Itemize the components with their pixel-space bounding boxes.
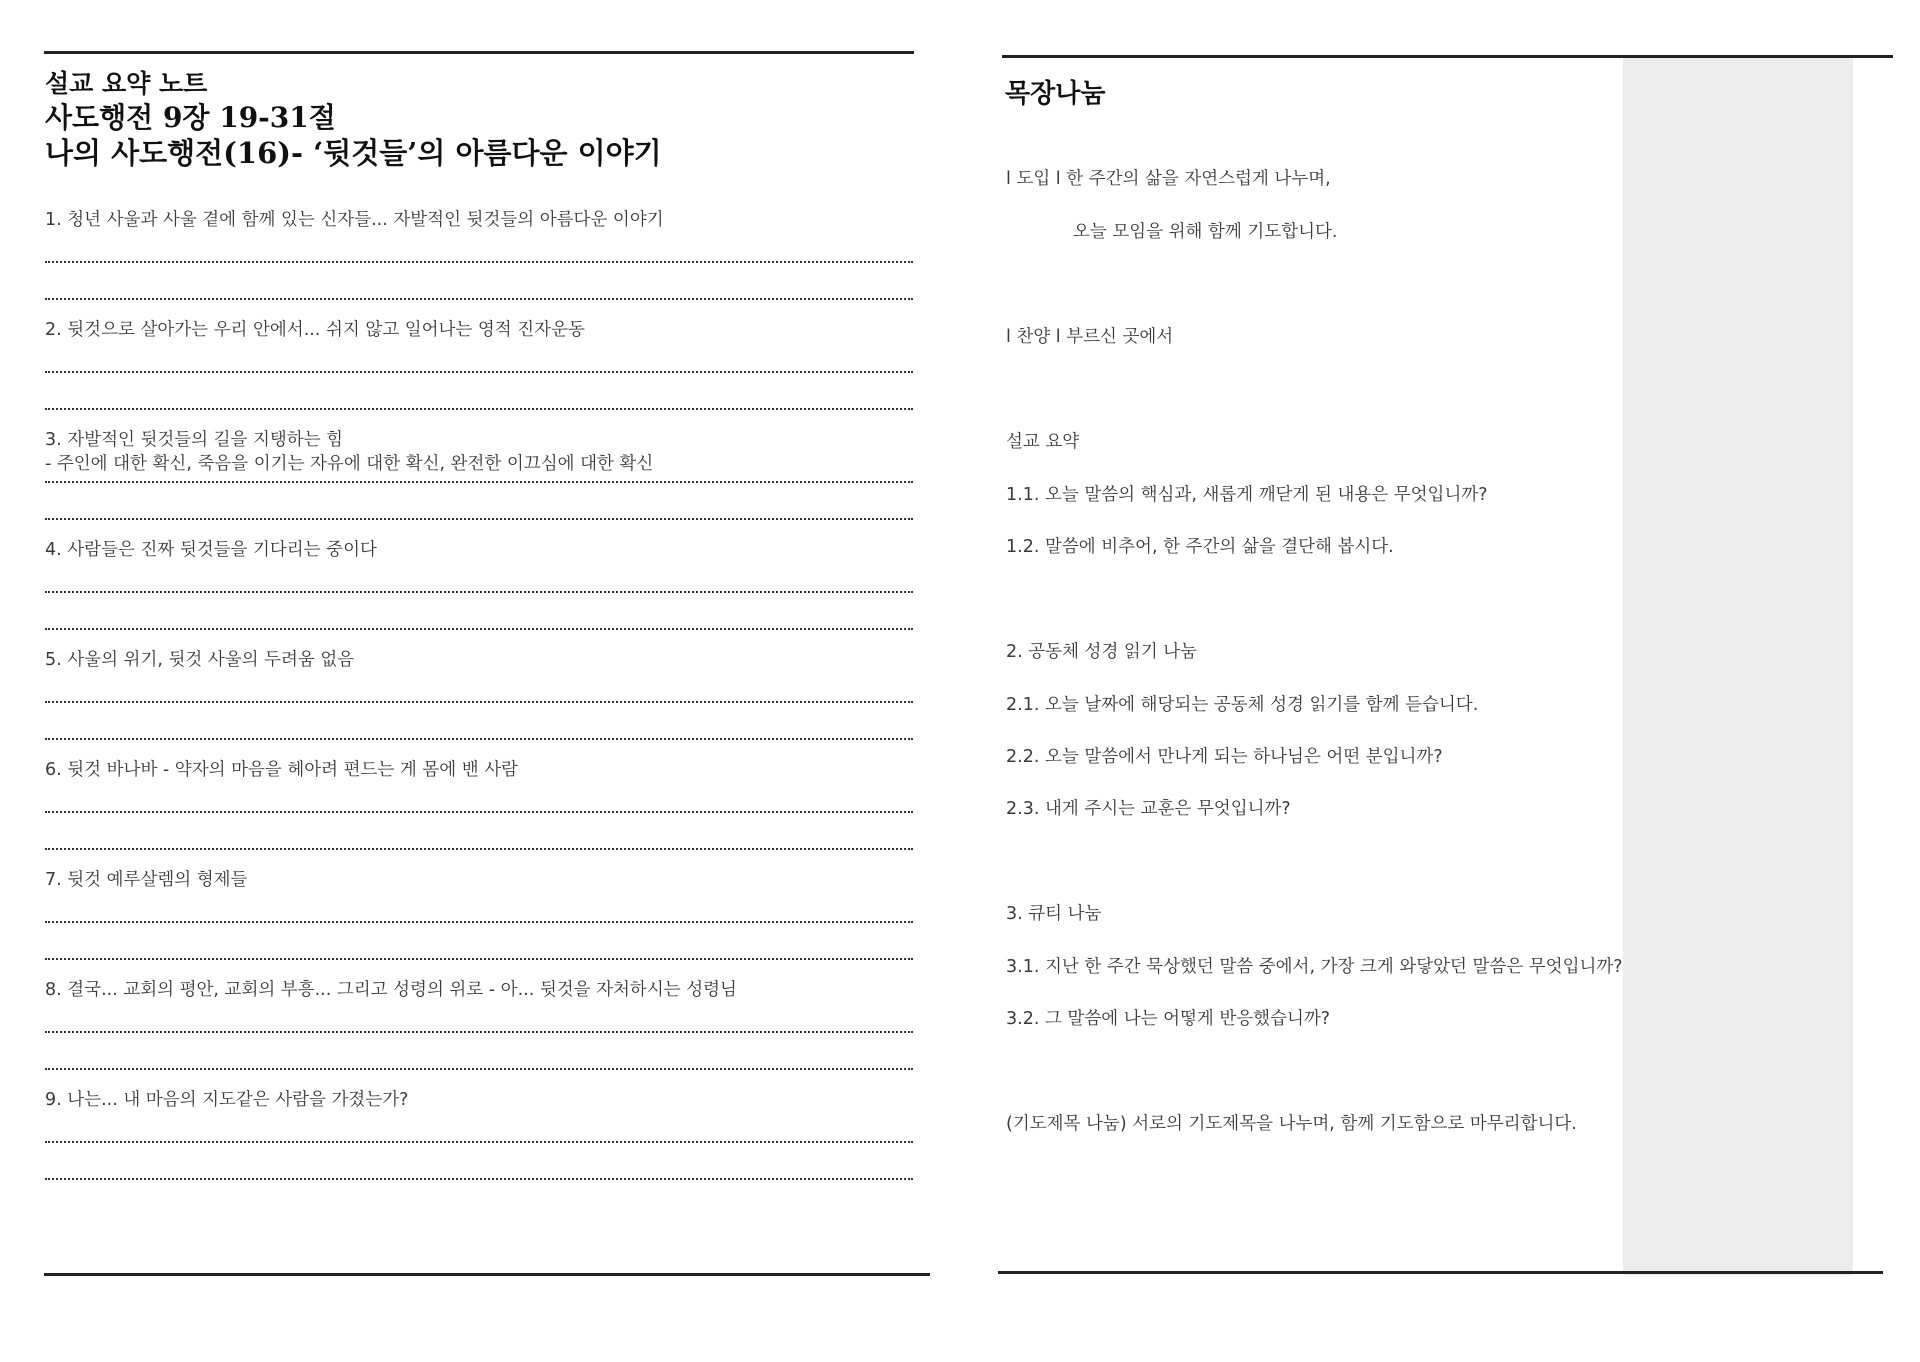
note-line[interactable] [45,518,913,520]
intro-label: l 도입 l 한 주간의 삶을 자연스럽게 나누며, [1006,169,1331,189]
note-line[interactable] [45,701,913,703]
notes-margin-panel [1623,58,1853,1275]
notes-title: 설교 요약 노트 [45,69,208,98]
outline-item-text: 9. 나는... 내 마음의 지도같은 사람을 가졌는가? [45,1090,409,1110]
note-line[interactable] [45,481,913,483]
outline-item-text: 7. 뒷것 예루살렘의 형제들 [45,870,248,890]
question-1-1: 1.1. 오늘 말씀의 핵심과, 새롭게 깨닫게 된 내용은 무엇입니까? [1006,485,1488,505]
outline-item [45,538,915,648]
note-line[interactable] [45,1031,913,1033]
outline-item-text: 3. 자발적인 뒷것들의 길을 지탱하는 힘 - 주인에 대한 확신, 죽음을 이기는 자유에 대한 확신, 완전한 이끄심에 대한 확신 [45,430,654,474]
note-line[interactable] [45,628,913,630]
section-3-heading: 3. 큐티 나눔 [1006,904,1102,924]
question-2-2: 2.2. 오늘 말씀에서 만나게 되는 하나님은 어떤 분입니까? [1006,747,1443,767]
note-line[interactable] [45,811,913,813]
note-line[interactable] [45,921,913,923]
bottom-rule [44,1273,930,1276]
note-line[interactable] [45,298,913,300]
note-line[interactable] [45,738,913,740]
outline-item [45,318,915,428]
outline-item-text: 2. 뒷것으로 살아가는 우리 안에서... 쉬지 않고 일어나는 영적 진자운동 [45,320,585,340]
question-3-1: 3.1. 지난 한 주간 묵상했던 말씀 중에서, 가장 크게 와닿았던 말씀은 무엇입니까? [1006,957,1623,977]
closing-prayer: (기도제목 나눔) 서로의 기도제목을 나누며, 함께 기도함으로 마무리합니다. [1006,1114,1577,1134]
note-line[interactable] [45,261,913,263]
question-2-3: 2.3. 내게 주시는 교훈은 무엇입니까? [1006,799,1291,819]
sermon-summary-heading: 설교 요약 [1006,432,1080,452]
note-line[interactable] [45,1068,913,1070]
top-rule [44,51,914,54]
note-line[interactable] [45,591,913,593]
sermon-outline [45,208,915,1198]
section-2-heading: 2. 공동체 성경 읽기 나눔 [1006,642,1198,662]
outline-item [45,428,915,538]
note-line[interactable] [45,848,913,850]
outline-item-text: 4. 사람들은 진짜 뒷것들을 기다리는 중이다 [45,540,377,560]
note-line[interactable] [45,1178,913,1180]
outline-item [45,648,915,758]
intro-continuation: 오늘 모임을 위해 함께 기도합니다. [1073,222,1338,242]
sermon-title: 나의 사도행전(16)- ‘뒷것들’의 아름다운 이야기 [45,136,662,170]
scripture-reference: 사도행전 9장 19-31절 [45,101,336,134]
small-group-heading: 목장나눔 [1005,79,1106,109]
outline-item [45,208,915,318]
question-3-2: 3.2. 그 말씀에 나는 어떻게 반응했습니까? [1006,1009,1331,1029]
outline-item [45,758,915,868]
outline-item [45,868,915,978]
note-line[interactable] [45,1141,913,1143]
note-line[interactable] [45,408,913,410]
small-group-page [960,0,1920,1362]
note-line[interactable] [45,371,913,373]
praise-line: l 찬양 l 부르신 곳에서 [1006,327,1174,347]
outline-item-text: 5. 사울의 위기, 뒷것 사울의 두려움 없음 [45,650,355,670]
outline-item [45,978,915,1088]
outline-item-text: 1. 청년 사울과 사울 곁에 함께 있는 신자들... 자발적인 뒷것들의 아름다운 이야기 [45,210,664,230]
bottom-rule [998,1271,1883,1274]
note-line[interactable] [45,958,913,960]
outline-item [45,1088,915,1198]
question-2-1: 2.1. 오늘 날짜에 해당되는 공동체 성경 읽기를 함께 듣습니다. [1006,695,1479,715]
outline-item-text: 6. 뒷것 바나바 - 약자의 마음을 헤아려 편드는 게 몸에 밴 사람 [45,760,519,780]
question-1-2: 1.2. 말씀에 비추어, 한 주간의 삶을 결단해 봅시다. [1006,537,1394,557]
outline-item-text: 8. 결국... 교회의 평안, 교회의 부흥... 그리고 성령의 위로 - 아... 뒷것을 자처하시는 성령님 [45,980,737,1000]
